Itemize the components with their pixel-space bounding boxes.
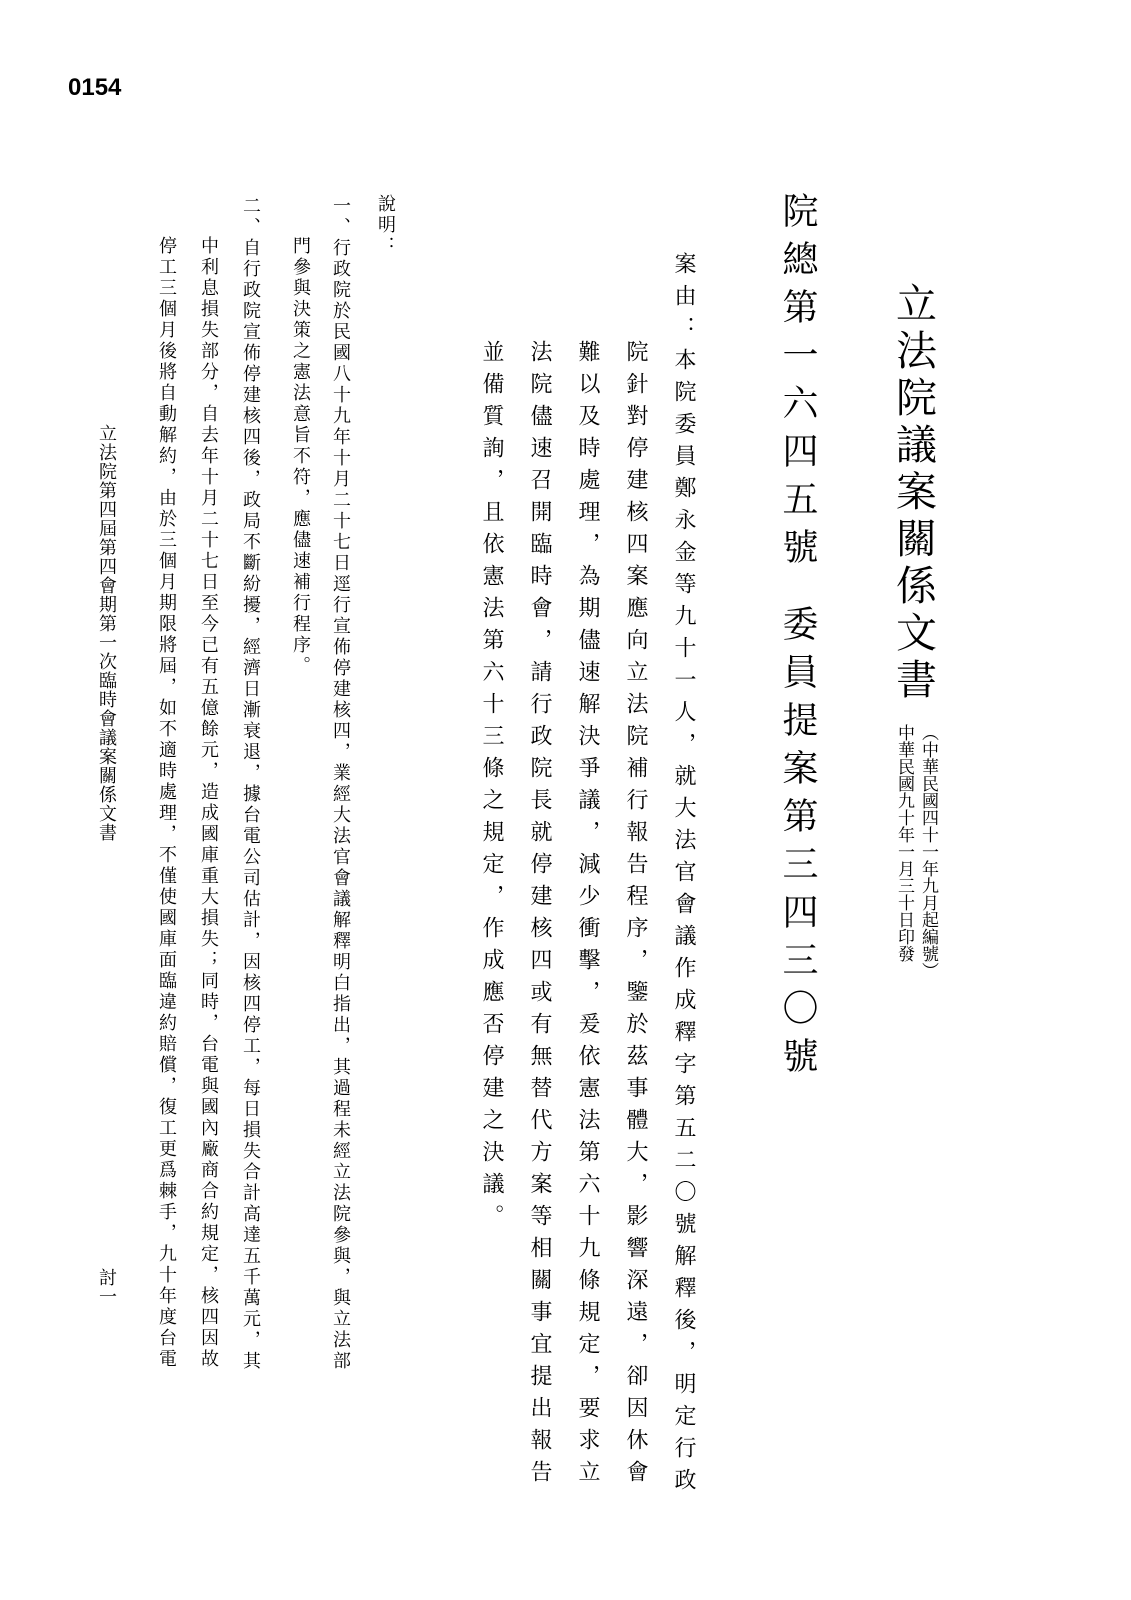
explanation-line: 二、自行政院宣佈停建核四後，政局不斷紛擾，經濟日漸衰退，據台電公司估計，因核四停工，每日損失合計高達五千萬元，其 bbox=[240, 196, 261, 1372]
explanation-line: 中利息損失部分，自去年十月二十七日至今已有五億餘元，造成國庫重大損失；同時，台電與國內廠商合約規定，核四因故 bbox=[198, 236, 219, 1370]
member-proposal-number: 委員提案第三四三〇號 bbox=[777, 605, 818, 1085]
case-line: 案由：本院委員鄭永金等九十一人，就大法官會議作成釋字第五二〇號解釋後，明定行政 bbox=[671, 252, 696, 1500]
explanation-line: 一、行政院於民國八十九年十月二十七日逕行宣佈停建核四，業經大法官會議解釋明白指出，其過程未經立法院參與，與立法部 bbox=[330, 196, 351, 1372]
case-line: 並備質詢，且依憲法第六十三條之規定，作成應否停建之決議。 bbox=[479, 340, 504, 1236]
document-title: 立法院議案關係文書 bbox=[889, 282, 937, 705]
explanation-line: 停工三個月後將自動解約，由於三個月期限將屆，如不適時處理，不僅使國庫面臨違約賠償，復工更爲棘手，九十年度台電 bbox=[156, 236, 177, 1370]
publication-date-line-2: 中華民國九十年一月三十日印發 bbox=[894, 724, 914, 962]
explanation-label: 說明： bbox=[375, 194, 396, 257]
case-line: 法院儘速召開臨時會，請行政院長就停建核四或有無替代方案等相關事宜提出報告 bbox=[527, 340, 552, 1492]
general-bill-number: 院總第一六四五號 bbox=[777, 192, 818, 576]
footer-page-number: 討一 bbox=[96, 1268, 117, 1306]
publication-date-line-1: （中華民國四十一年九月起編號） bbox=[918, 724, 938, 979]
case-line: 院針對停建核四案應向立法院補行報告程序，鑒於茲事體大，影響深遠，卻因休會 bbox=[623, 340, 648, 1492]
explanation-line: 門參與決策之憲法意旨不符，應儘速補行程序。 bbox=[290, 236, 311, 677]
case-line: 難以及時處理，為期儘速解決爭議，減少衝擊，爰依憲法第六十九條規定，要求立 bbox=[575, 340, 600, 1492]
footer-session-title: 立法院第四屆第四會期第一次臨時會議案關係文書 bbox=[96, 424, 117, 842]
page-number: 0154 bbox=[68, 74, 122, 101]
